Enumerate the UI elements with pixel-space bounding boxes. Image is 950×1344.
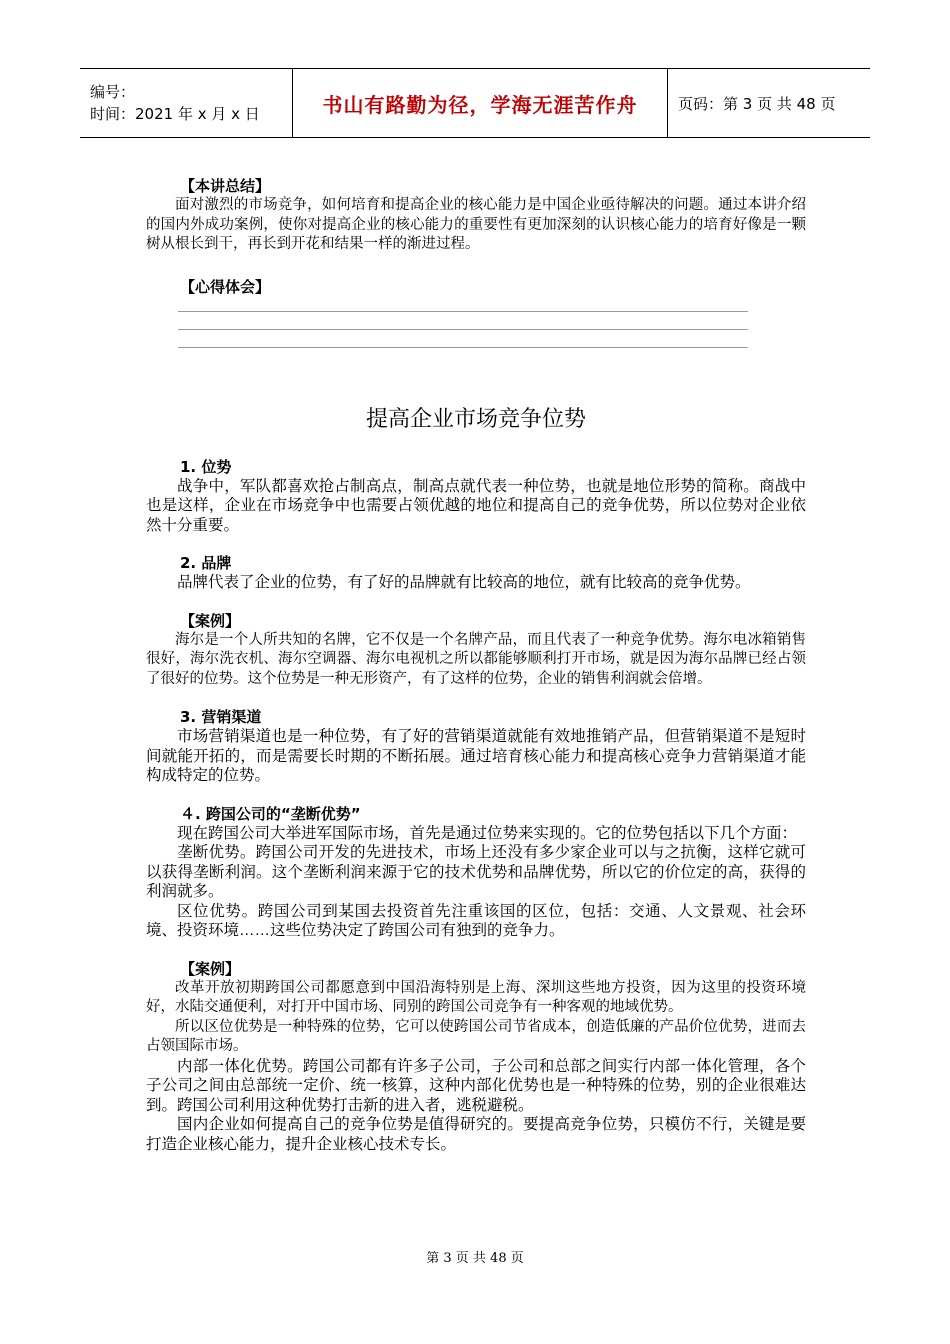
notes-label: 【心得体会】 <box>180 277 271 296</box>
section-text: 现在跨国公司大举进军国际市场，首先是通过位势来实现的。它的位势包括以下几个方面： <box>177 824 798 842</box>
note-line <box>178 311 748 312</box>
case-label: 【案例】 <box>180 611 241 630</box>
summary-text: 面对激烈的市场竞争，如何培育和提高企业的核心能力是中国企业亟待解决的问题。通过本讲介绍的国内外成功案例，使你对提高企业的核心能力的重要性有更加深刻的认识核心能力的培育好像是一颗树从根长到干，再长到开花和结果一样的渐进过程。 <box>146 197 806 252</box>
section-text: 品牌代表了企业的位势，有了好的品牌就有比较高的地位，就有比较高的竞争优势。 <box>177 574 751 591</box>
note-line <box>178 329 748 330</box>
page-footer: 第 3 页 共 48 页 <box>426 1251 524 1266</box>
section-heading: ４. 跨国公司的“垄断优势” <box>180 804 361 823</box>
document-body <box>146 176 806 1154</box>
case-text: 所以区位优势是一种特殊的位势，它可以使跨国公司节省成本，创造低廉的产品价位优势，进而去占领国际市场。 <box>146 1018 806 1054</box>
header-motto-cell <box>293 69 668 137</box>
page-info: 页码：第 3 页 共 48 页 <box>678 94 836 113</box>
section-heading: 2. 品牌 <box>180 554 232 572</box>
section-text: 市场营销渠道也是一种位势，有了好的营销渠道就能有效地推销产品，但营销渠道不是短时间就能开拓的，而是需要长时期的不断拓展。通过培育核心能力和提高核心竞争力营销渠道才能构成特定的位势。 <box>146 728 806 784</box>
section-text: 垄断优势。跨国公司开发的先进技术，市场上还没有多少家企业可以与之抗衡，这样它就可以获得垄断利润。这个垄断利润来源于它的技术优势和品牌优势，所以它的价位定的高，获得的利润就多。 <box>146 844 806 900</box>
section-heading: 3. 营销渠道 <box>180 708 262 726</box>
case-text: 改革开放初期跨国公司都愿意到中国沿海特别是上海、深圳这些地方投资，因为这里的投资环境好，水陆交通便利，对打开中国市场、同别的跨国公司竞争有一种客观的地域优势。 <box>146 979 806 1015</box>
section-text: 区位优势。跨国公司到某国去投资首先注重该国的区位，包括：交通、人文景观、社会环境、投资环境……这些位势决定了跨国公司有独到的竞争力。 <box>146 902 806 939</box>
case-label: 【案例】 <box>180 959 241 978</box>
case-text: 海尔是一个人所共知的名牌，它不仅是一个名牌产品，而且代表了一种竞争优势。海尔电冰箱销售很好，海尔洗衣机、海尔空调器、海尔电视机之所以都能够顺利打开市场，就是因为海尔品牌已经占领了很好的位势。这个位势是一种无形资产，有了这样的位势，企业的销售利润就会倍增。 <box>146 631 806 687</box>
page-header <box>80 68 870 138</box>
section-text: 国内企业如何提高自己的竞争位势是值得研究的。要提高竞争位势，只模仿不行，关键是要打造企业核心能力，提升企业核心技术专长。 <box>146 1116 806 1153</box>
section-text: 战争中，军队都喜欢抢占制高点，制高点就代表一种位势，也就是地位形势的简称。商战中也是这样，企业在市场竞争中也需要占领优越的地位和提高自己的竞争优势，所以位势对企业依然十分重要。 <box>146 477 806 534</box>
note-line <box>178 347 748 348</box>
page-title: 提高企业市场竞争位势 <box>365 406 586 432</box>
section-text: 内部一体化优势。跨国公司都有许多子公司，子公司和总部之间实行内部一体化管理，各个子公司之间由总部统一定价、统一核算，这种内部化优势也是一种特殊的位势，别的企业很难达到。跨国公司利用这种优势打击新的进入者，逃税避税。 <box>146 1057 806 1114</box>
header-meta <box>80 69 293 137</box>
section-heading: 1. 位势 <box>180 457 232 476</box>
summary-label: 【本讲总结】 <box>180 177 271 195</box>
header-page-info-cell <box>668 69 870 137</box>
number-label: 编号： <box>90 83 136 101</box>
motto: 书山有路勤为径，学海无涯苦作舟 <box>322 92 638 117</box>
date-label: 时间：2021 年 x 月 x 日 <box>90 105 260 123</box>
